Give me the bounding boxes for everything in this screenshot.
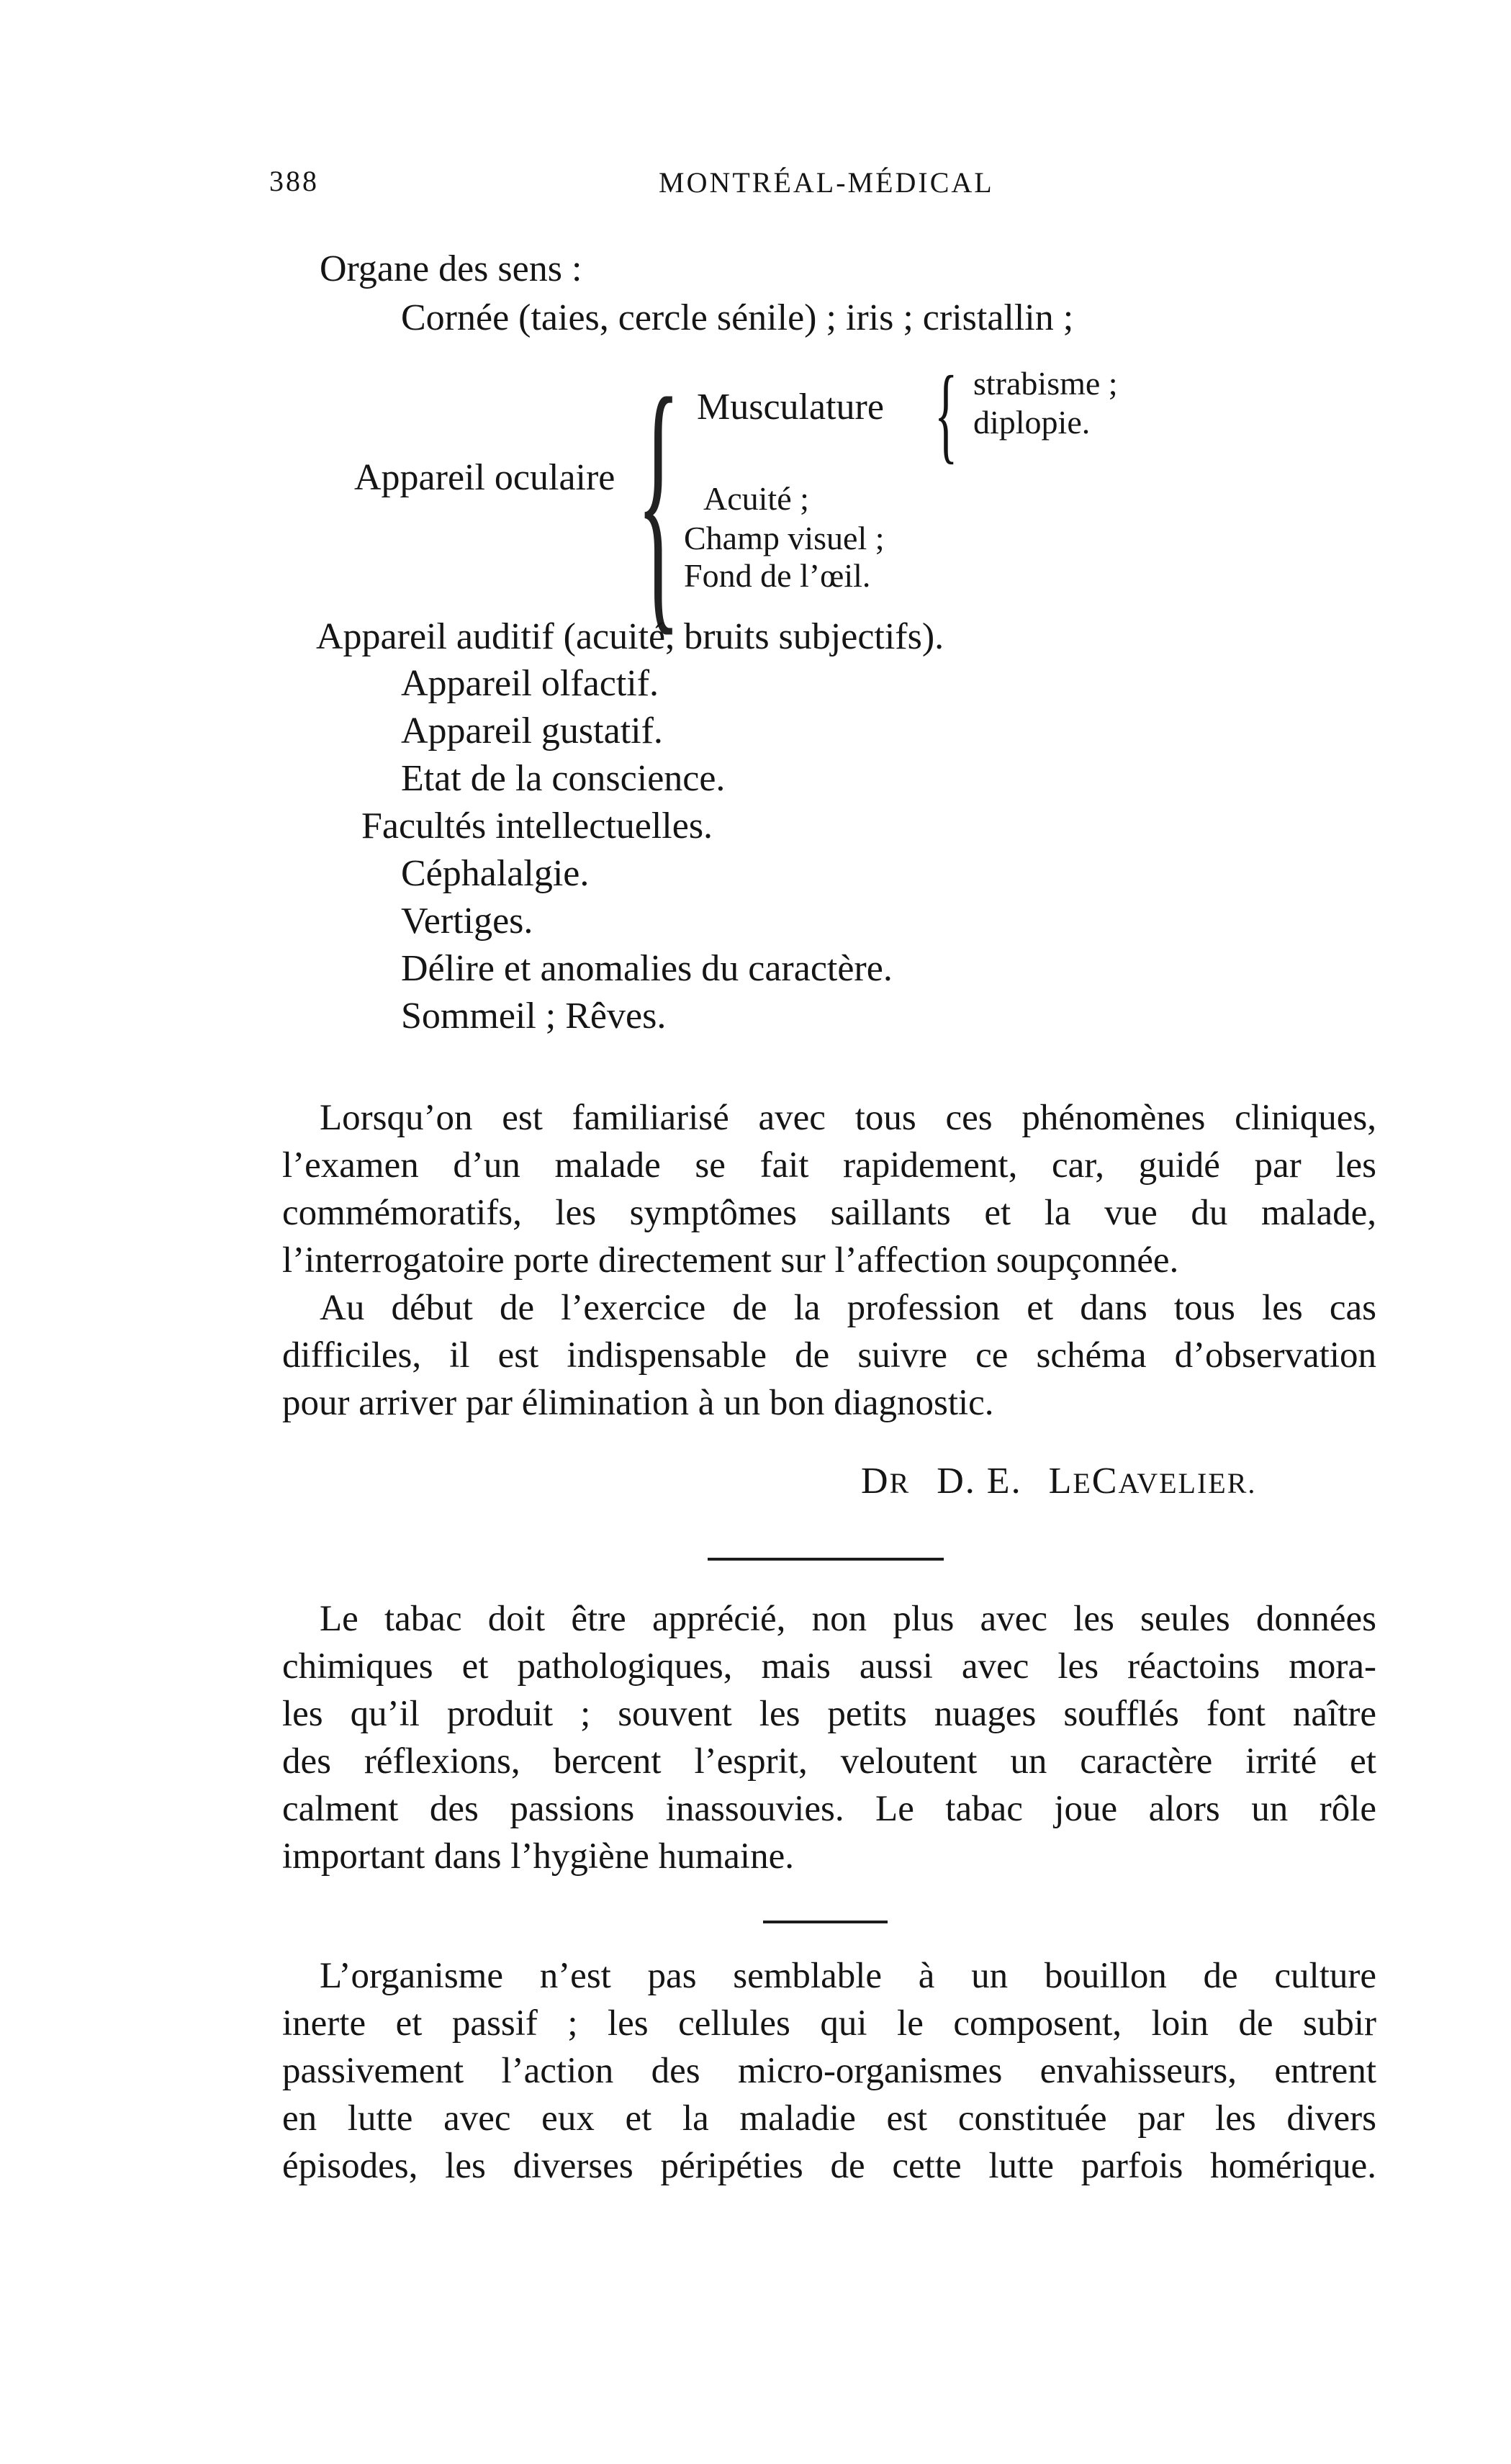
paragraph-line: Le tabac doit être apprécié, non plus avec les seules données [320, 1599, 1376, 1639]
vertigo-line: Vertiges. [401, 901, 533, 942]
paragraph-line: commémoratifs, les symptômes saillants et la vue du malade, [282, 1193, 1376, 1233]
intellect-line: Facultés intellectuelles. [361, 805, 713, 847]
signature-surname-l: L [1048, 1461, 1073, 1502]
paragraph-clinical-phenomena [282, 1094, 1376, 1284]
olfactory-line: Appareil olfactif. [401, 663, 659, 704]
section-divider-short [763, 1921, 888, 1923]
paragraph-line: les qu’il produit ; souvent les petits nuages soufflés font naître [282, 1694, 1376, 1734]
signature-surname-e: E [1073, 1467, 1092, 1499]
musculature-brace: { [934, 354, 958, 474]
ocular-label: Appareil oculaire [354, 457, 615, 498]
paragraph-line: L’organisme n’est pas semblable à un bouillon de culture [320, 1956, 1376, 1996]
signature-title-small: R [889, 1467, 911, 1499]
paragraph-line: calment des passions inassouvies. Le tabac joue alors un rôle [282, 1789, 1376, 1829]
running-title: MONTRÉAL-MÉDICAL [659, 166, 994, 199]
paragraph-line: en lutte avec eux et la maladie est constituée par les divers [282, 2098, 1376, 2139]
section-divider-long [708, 1558, 944, 1561]
signature-initials: D. E. [937, 1461, 1022, 1502]
organ-heading: Organe des sens : [320, 248, 582, 289]
diplopia-text: diplopie. [973, 404, 1091, 441]
author-signature [861, 1460, 1256, 1502]
paragraph-line: l’interrogatoire porte directement sur l’affection soupçonnée. [282, 1240, 1179, 1281]
paragraph-line: Au début de l’exercice de la profession et dans tous les cas [320, 1288, 1376, 1328]
fundus-text: Fond de l’œil. [684, 557, 871, 594]
consciousness-line: Etat de la conscience. [401, 758, 726, 799]
signature-surname-rest: AVELIER. [1118, 1467, 1257, 1499]
signature-title: D [861, 1461, 890, 1502]
paragraph-line: des réflexions, bercent l’esprit, veloutent un caractère irrité et [282, 1741, 1376, 1782]
headache-line: Céphalalgie. [401, 853, 590, 894]
paragraph-line: important dans l’hygiène humaine. [282, 1836, 794, 1877]
sleep-line: Sommeil ; Rêves. [401, 996, 667, 1037]
paragraph-line: passivement l’action des micro-organismes envahisseurs, entrent [282, 2051, 1376, 2091]
visual-field-text: Champ visuel ; [684, 520, 885, 556]
cornea-line: Cornée (taies, cercle sénile) ; iris ; cristallin ; [401, 297, 1074, 338]
signature-surname-c: C [1091, 1461, 1119, 1502]
paragraph-line: chimiques et pathologiques, mais aussi avec les réactoins mora- [282, 1646, 1376, 1687]
auditory-line: Appareil auditif (acuité, bruits subjectifs). [316, 616, 944, 657]
paragraph-line: Lorsqu’on est familiarisé avec tous ces phénomènes cliniques, [320, 1098, 1376, 1138]
paragraph-line: pour arriver par élimination à un bon diagnostic. [282, 1383, 994, 1423]
delirium-line: Délire et anomalies du caractère. [401, 948, 893, 989]
paragraph-line: l’examen d’un malade se fait rapidement, car, guidé par les [282, 1145, 1376, 1186]
musculature-label: Musculature [697, 387, 884, 428]
page-number: 388 [269, 165, 319, 197]
paragraph-tobacco [282, 1595, 1376, 1880]
gustatory-line: Appareil gustatif. [401, 710, 663, 752]
paragraph-organism [282, 1952, 1376, 2190]
paragraph-line: inerte et passif ; les cellules qui le composent, loin de subir [282, 2003, 1376, 2044]
strabismus-text: strabisme ; [973, 365, 1118, 402]
paragraph-line: épisodes, les diverses péripéties de cette lutte parfois homérique. [282, 2146, 1376, 2186]
paragraph-line: difficiles, il est indispensable de suivre ce schéma d’observation [282, 1335, 1376, 1376]
acuity-text: Acuité ; [703, 480, 809, 517]
paragraph-observation-schema [282, 1284, 1376, 1427]
ocular-brace: { [636, 340, 681, 659]
